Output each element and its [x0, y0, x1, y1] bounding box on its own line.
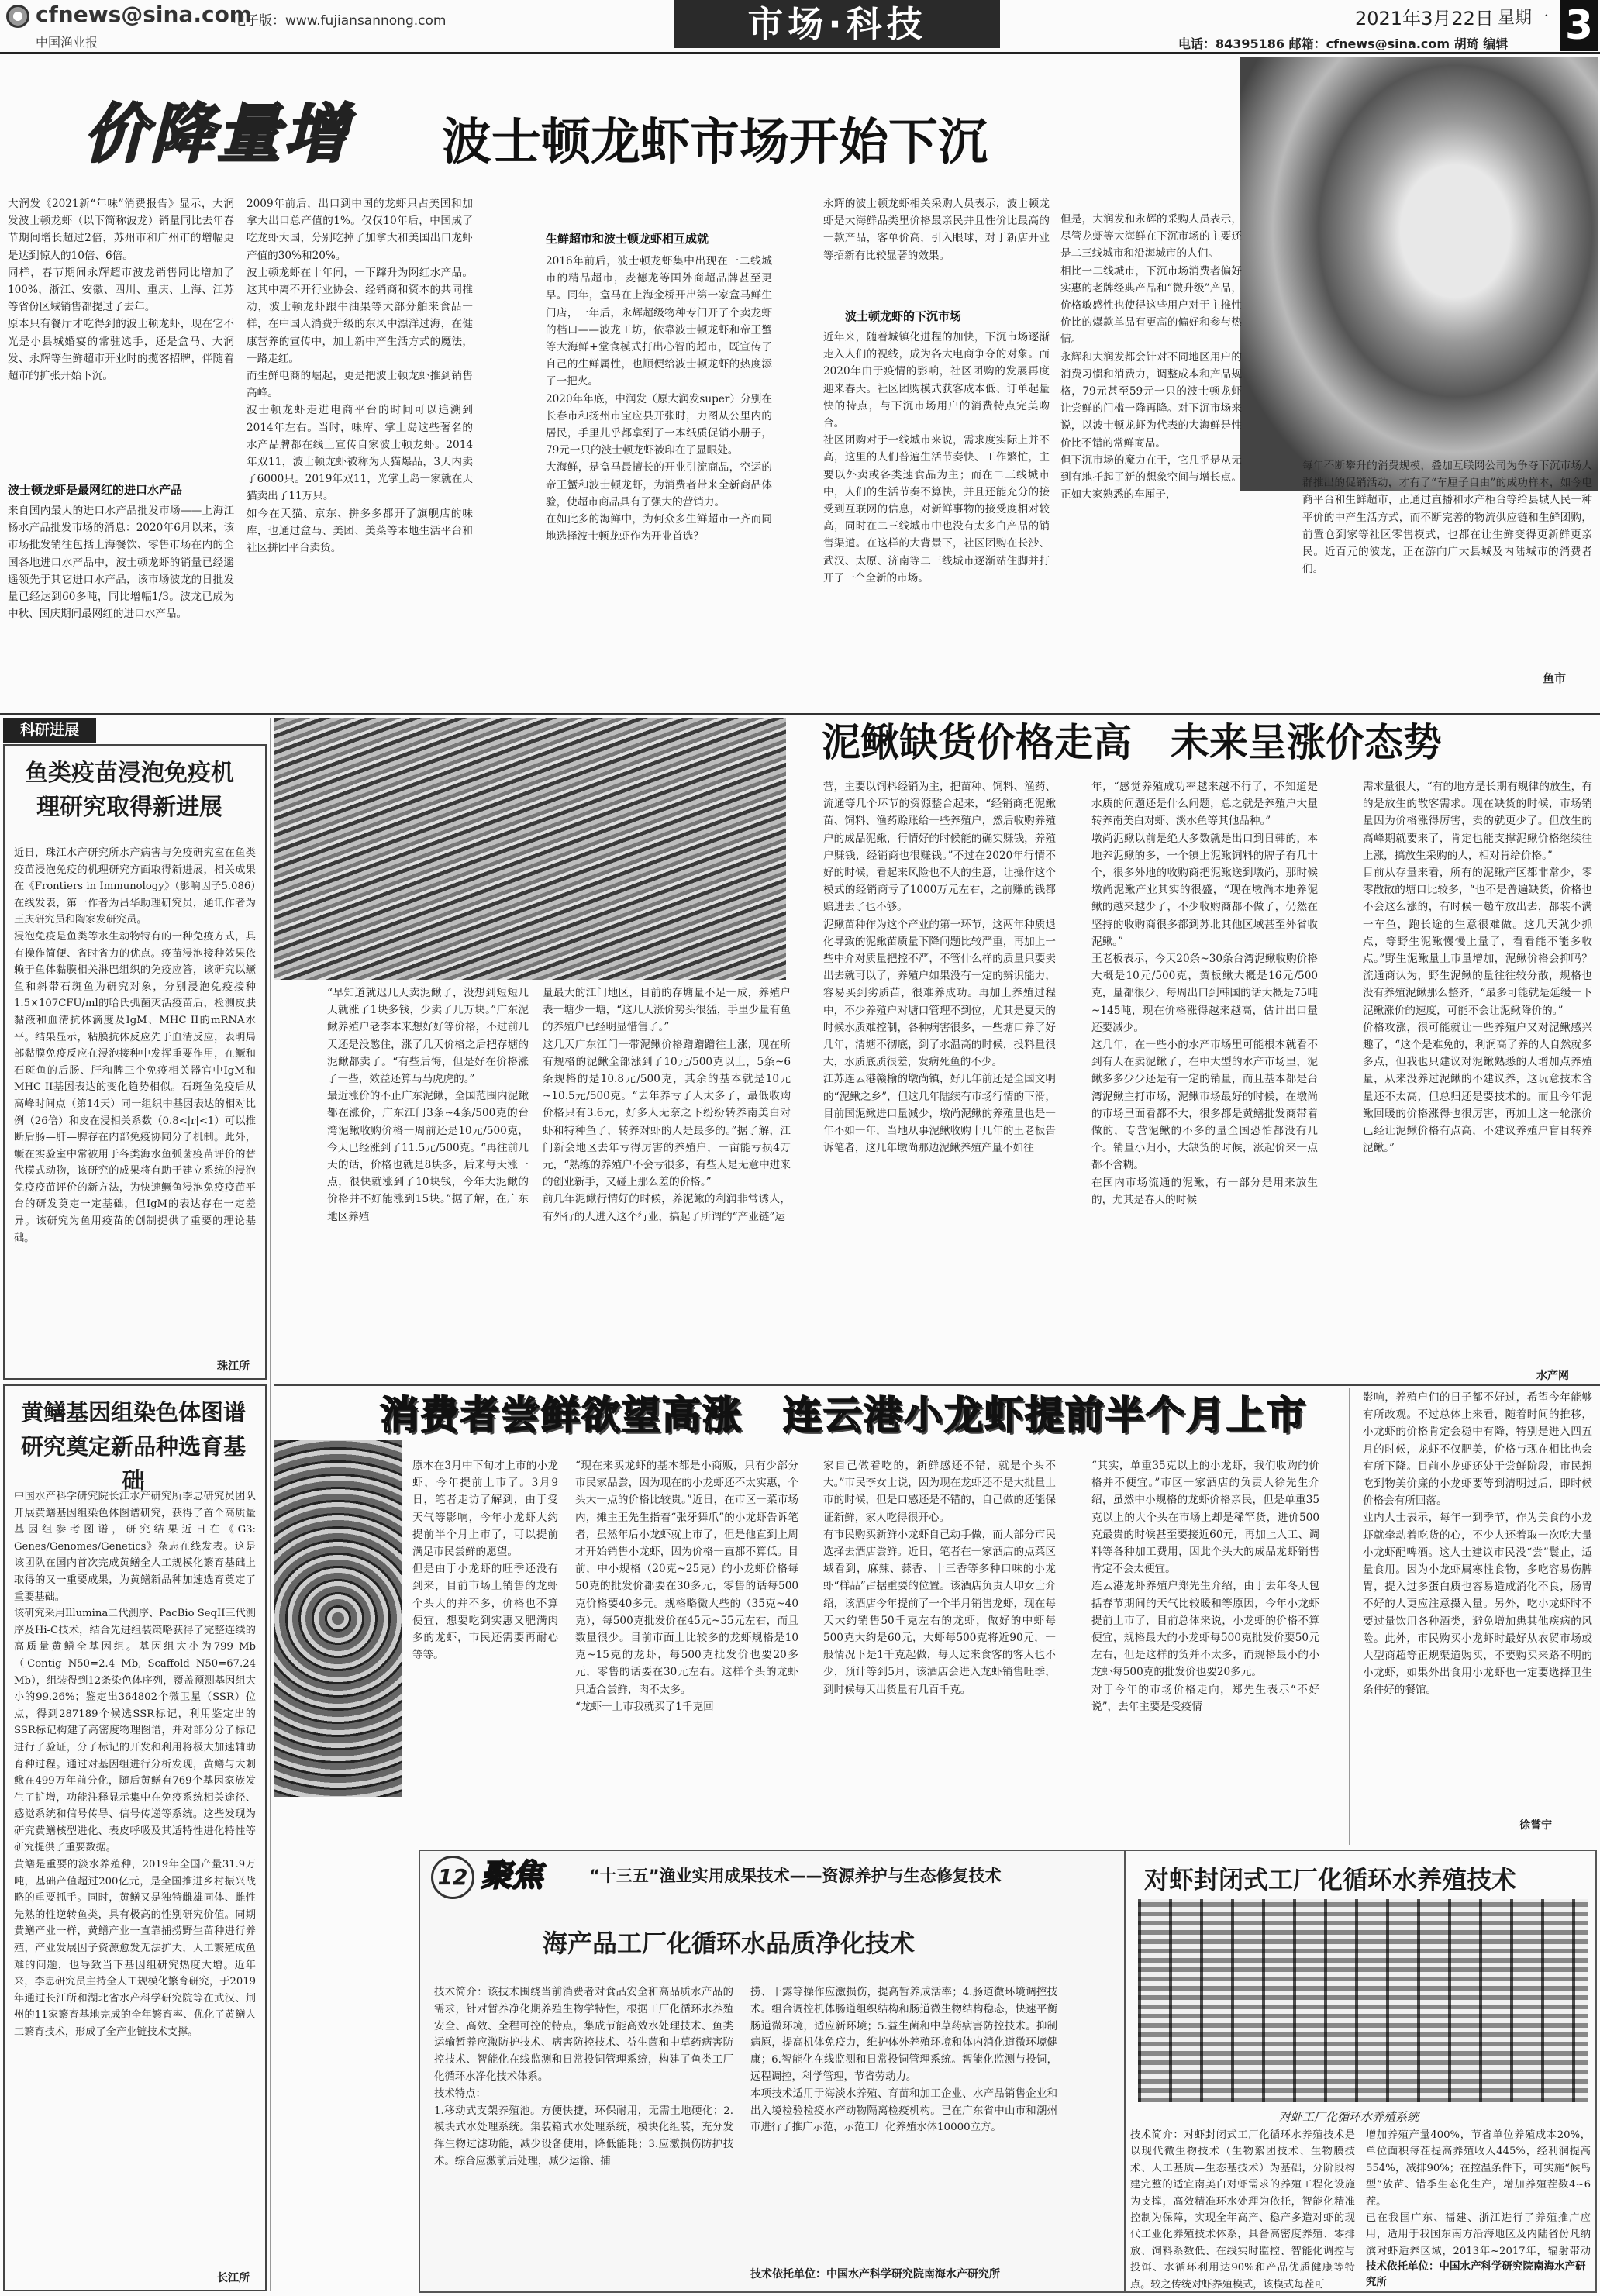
lobster-col1b: 来自国内最大的进口水产品批发市场——上海江杨水产品批发市场的消息：2020年6月以来，该市场批发销往包括上海餐饮、零售市场在内的全国各地进口水产品中，波士顿龙虾的销量已经遥遥领先于其它进口水产品，该市场波龙的日批发量已经达到60多吨，同比增幅1/3。波龙已成为中秋、国庆期间最网红的进口水产品。	[8, 505, 234, 621]
crayfish-col1: 原本在3月中下旬才上市的小龙虾，今年提前上市了。3月9日，笔者走访了解到，由于受天气等影响，今年小龙虾大约提前半个月上市了，可以提前满足市民尝鲜的愿望。 但是由于小龙虾的旺季还没有到来，目前市场上销售的龙虾个头大的并不多，价格也不算便宜，想要吃到实惠又肥满肉多的龙虾，市民还需要再耐心等等。	[412, 1460, 558, 1662]
lobster-headline: 波士顿龙虾市场开始下沉	[442, 113, 988, 171]
header-email: cfnews@sina.com	[36, 2, 252, 27]
crayfish-col5: 影响，养殖户们的日子都不好过，希望今年能够有所改观。不过总体上来看，随着时间的推移，小龙虾的价格肯定会稳中有降，特别是进入四五月的时候，龙虾不仅肥美，价格与现在相比也会有所下降。目前小龙虾还处于尝鲜阶段，市民想吃到物美价廉的小龙虾要等到清明过后，即时候价格会有所回落。 业内人士表示，每年一到季节，作为美食的小龙虾就牵动着吃货的心，不少人还着取一次吃大量小龙虾配啤酒。这人士建议市民没“尝”鬟止，适量食用。因为小龙虾属寒性食物，多吃容易伤脾胃，提入过多蛋白质也容易造成消化不良，肠胃不好的人更应注意摄入量。另外，吃小龙虾时不要过量饮用各种酒类，避免增加患其他疾病的风险。此外，市民购买小龙虾时最好从农贸市场或大型商超等正规渠道购买，不要购买来路不明的小龙虾，如果外出食用小龙虾也一定要选择卫生条件好的餐馆。	[1363, 1391, 1592, 1697]
shrimp-col2: 增加养殖产量400%，节省单位养殖成本20%，单位面积每茬提高养殖收入445%，经利润提高554%，减排90%；在控温条件下，可实施“候鸟型”放苗、错季生态化生产，增加养殖茬数4~6茬。 已在我国广东、福建、浙江进行了养殖推广应用，适用于我国东南方沿海地区及内陆省份凡纳滨对虾适养区域，2013年~2017年，辐射带动	[1366, 2129, 1591, 2257]
research-tag: 科研进展	[3, 718, 96, 743]
loach-author: 水产网	[1536, 1370, 1569, 1382]
crayfish-author: 徐嘗宁	[1519, 1819, 1552, 1832]
vaccine-body: 近日，珠江水产研究所水产病害与免疫研究室在鱼类疫苗浸泡免疫的机理研究方面取得新进展，相关成果在《Frontiers in Immunology》（影响因子5.086）在线发表，第一作者为吕华助理研究员，通讯作者为王庆研究员和陶家发研究员。 浸泡免疫是鱼类等水生动物特有的一种免疫方式，具有操作简便、省时省力的优点。疫苗浸泡接种效果依赖于鱼体黏膜相关淋巴组织的免疫应答，该研究以鳜鱼和斜带石斑鱼为研究对象，分别浸泡免疫接种1.5×107CFU/ml的哈氏弧菌灭活疫苗后，检测皮肤黏液和血清抗体滴度及IgM、MHC II的mRNA水平。结果显示，粘膜抗体反应先于血清反应，表明局部黏膜免疫反应在浸泡接种中发挥重要作用，在鳜和石斑鱼的后肠、肝和脾三个免疫相关器官中IgM和MHC II基因表达的变化趋势相似。石斑鱼免疫后从高峰时间点（第14天）同一组织中基因表达的相对比例（26倍）和皮在浸相关系数（0.8<|r|<1）可以推断后肠—肝—脾存在内部免疫协同分子机制。此外，鳜在实验室中常被用于各类海水鱼弧菌疫苗评价的替代模式动物，该研究的成果将有助于建立系统的浸泡免疫疫苗评价的新方法，为快速鳜鱼浸泡免疫疫苗平台的研发奠定一定基础，但IgM的表达存在一定差异。该研究为鱼用疫苗的创制提供了重要的理论基础。	[14, 847, 256, 1244]
crayfish-col3: 家自己做着吃的，新鲜感还不错，就是个头不大。”市民李女士说，因为现在龙虾还不是大批量上市的时候，但是口感还是不错的，自己做的还能保证新鲜，家人吃得很开心。 有市民购买新鲜小龙虾自己动手做，而大部分市民选择去酒店尝鲜。近日，笔者在一家酒店的点菜区域看到，麻辣、蒜香、十三香等多种口味的小龙虾“样品”占据重要的位置。该酒店负责人印女士介绍，该酒店今年提前了一个半月销售龙虾，现在每天大约销售50千克左右的龙虾，做好的中虾每500克大约是60元，大虾每500克将近90元，一般情况下是1千克起做，每天过来食客的客人也不少，预计等到5月，该酒店会进入龙虾销售旺季，到时候每天出货量有几百千克。	[823, 1460, 1056, 1696]
lobster-col3: 2016年前后，波士顿龙虾集中出现在一二线城市的精品超市，麦德龙等国外商超品牌甚至更早。同年，盒马在上海金桥开出第一家盒马鲜生门店，一年后，永辉超级物种专门开了个卖龙虾的档口——波龙工坊，依靠波士顿龙虾和帝王蟹等大海鲜+堂食模式打出心智的超市，既宣传了自己的生鲜属性，也顺便给波士顿龙虾的热度添了一把火。 2020年年底，中润发（原大润发super）分别在长春市和扬州市宝应县开张时，力图从公里内的居民，手里儿乎都拿到了一本纸质促销小册子，79元一只的波士顿龙虾被印在了显眼处。 大海鲜，是盒马最擅长的开业引流商品，空运的帝王蟹和波士顿龙虾，为消费者带来全新商品体验，使超市商品具有了强大的营销力。 在如此多的海鲜中，为何众多生鲜超市一齐而同地选择波士顿龙虾作为开业首选？	[546, 255, 772, 543]
loach-col1: “早知道就迟几天卖泥鳅了，没想到短短几天就涨了1块多钱，少卖了几万块。”广东泥鳅养殖户老李本来想好好等价格，不过前几天还是没憋住，涨了几天价格之后把存塘的泥鳅都卖了。“有些后悔，但是好在价格涨了一些，效益还算马马虎虎的。” 最近涨价的不止广东泥鳅，全国范围内泥鳅都在涨价，广东江门3条~4条/500克的台湾泥鳅收购价格一周前还是10元/500克，今天已经涨到了11.5元/500克。“再往前几天的话，价格也就是8块多，后来每天涨一点，很快就涨到了10块钱，今年大泥鳅的价格并不好能涨到15块。”据了解，在广东地区养殖	[327, 987, 529, 1223]
header-epaper-label: 电子版：www.fujiansannong.com	[233, 13, 447, 29]
lobster-col5: 但是，大润发和永辉的采购人员表示，尽管龙虾等大海鲜在下沉市场的主要还是二三线城市和沿海城市的人们。 相比一二线城市，下沉市场消费者偏好实惠的老牌经典产品和“微升级”产品，价格敏感性也使得这些用户对于主推性价比的爆款单品有更高的偏好和参与热情。 永辉和大润发都会针对不同地区用户的消费习惯和消费力，调整成本和产品规格，79元甚至59元一只的波士顿龙虾让尝鲜的门槛一降再降。对下沉市场来说，以波士顿龙虾为代表的大海鲜是性价比不错的常鲜商品。 但下沉市场的魔力在于，它几乎是从无到有地托起了新的想象空间与增长点。正如大家熟悉的车厘子，	[1060, 213, 1242, 502]
column-rule	[270, 718, 271, 2291]
loach-photo	[274, 718, 786, 980]
lobster-subhead3: 波士顿龙虾的下沉市场	[845, 309, 962, 323]
paper-logo-icon	[6, 5, 29, 28]
lobster-col6: 每年不断攀升的消费规模，叠加互联网公司为争夺下沉市场人群推出的促销活动，才有了“车厘子自由”的成功样本，如今电商平台和生鲜超市，正通过直播和水产柜台等给县城人民一种平价的中产生活方式，而不断完善的物流供应链和生鲜团购，前置仓到家等社区零售模式，也都在让生鲜变得更新鲜更亲民。近百元的波龙，正在游向广大县城及内陆城市的消费者们。	[1302, 460, 1592, 576]
page-number: 3	[1560, 0, 1598, 51]
loach-col3: 营，主要以饲料经销为主，把苗种、饲料、渔药、流通等几个环节的资源整合起来，“经销商把泥鳅苗、饲料、渔药赊账给一些养殖户，然后收购养殖户的成品泥鳅，行情好的时候能的确实赚钱，养殖户赚钱，经销商也很赚钱。”不过在2020年行情不好的时候，看起来风险也不大的生意，让操作这个模式的经销商亏了1000万元左右，之前赚的钱都赔进去了也不够。 泥鳅苗种作为这个产业的第一环节，这两年种质退化导致的泥鳅苗质量下降问题比较严重，再加上一些中介对质量把控不严，不管什么样的质量只要卖出去就可以了，养殖户如果没有一定的辨识能力，容易买到劣质苗，很难养成功。再加上养殖过程中，不少养殖户对塘口管理不到位，尤其是夏天的时候水质难控制，各种病害很多，一些塘口养了好几年，清塘不彻底，到了水温高的时候，投料量很大，水质底质很差，发病死鱼的不少。 江苏连云港赣榆的墩尚镇，好几年前还是全国文明的“泥鳅之乡”，但这几年陆续有市场行情的下滑，目前国泥鳅进口量减少，墩尚泥鳅的养殖量也是一年不如一年，当地从事泥鳅收购十几年的王老板告诉笔者，这几年墩尚那边泥鳅养殖产量不如往	[823, 781, 1056, 1155]
focus-title: “十三五”渔业实用成果技术——资源养护与生态修复技术	[589, 1867, 1002, 1885]
focus-headline: 海产品工厂化循环水品质净化技术	[543, 1929, 916, 1958]
focus-owner: 技术依托单位：中国水产科学研究院南海水产研究所	[750, 2268, 1000, 2280]
genome-author: 长江所	[217, 2272, 250, 2284]
crayfish-headline: 消费者尝鲜欲望高涨 连云港小龙虾提前半个月上市	[380, 1393, 1307, 1438]
genome-body: 中国水产科学研究院长江水产研究所李忠研究员团队开展黄鳝基因组染色体图谱研究，获得了首个高质量基因组参考图谱，研究结果近日在《G3: Genes/Genomes/Genetics》杂志在线发表。这是该团队在国内首次完成黄鳝全人工规模化繁育基础上取得的又一重要成果，为黄鳝新品种加速选育奠定了重要基础。 该研究采用Illumina二代测序、PacBio SeqII三代测序及Hi-C技术，结合先进组装策略获得了完整连续的高质量黄鳝全基因组。基因组大小为799 Mb（Contig N50=2.4 Mb, Scaffold N50=67.24 Mb），组装得到12条染色体序列，覆盖预测基因组大小的99.26%；鉴定出364802个微卫星（SSR）位点，得到287189个候选SSR标记，利用鉴定出的SSR标记构建了高密度物理图谱，并对部分分子标记进行了验证，分子标记的开发和利用将极大加速辅助育种过程。通过对基因组进行分析发现，黄鳝与大刺鳅在499万年前分化，随后黄鳝有769个基因家族发生了扩增，功能注释显示集中在免疫系统相关途径、感觉系统和信号传导、信号传递等系统。这些发现为研究黄鳝核型进化、表皮呼吸及其适特性进化特性等研究提供了重要数据。 黄鳝是重要的淡水养殖种，2019年全国产量31.9万吨，基础产值超过200亿元，是全国推进乡村振兴战略的重要抓手。同时，黄鳝又是独特雌雄同体、雌性先熟的性逆转鱼类，具有极高的性别研究价值。同期黄鳝产业一样，黄鳝产业一直靠捕捞野生苗种进行养殖，产业发展因子资源愈发无法扩大，人工繁殖成鱼难的问题，也导致当下基因组研究热度大增。近年来，李忠研究员主持全人工规模化繁育研究，于2019年通过长江所和湖北省水产科学研究院等在武汉、荆州的11家繁育基地完成的全年繁育率、优化了黄鳝人工繁育技术，形成了全产业链技术支撑。	[14, 1491, 256, 2038]
lobster-kicker: 价降量增	[84, 98, 350, 171]
header-contact: 电话：84395186 邮箱：cfnews@sina.com 胡琦 编辑	[1178, 36, 1509, 51]
genome-headline: 黄鳝基因组染色体图谱研究奠定新品种选育基础	[20, 1399, 246, 1494]
lobster-col4: 永辉的波士顿龙虾相关采购人员表示，波士顿龙虾是大海鲜品类里价格最亲民并且性价比最高的一款产品，客单价高，引入眼球，对于新店开业等招新有比较显著的效果。	[823, 198, 1050, 262]
lobster-col1: 大润发《2021新“年味”消费报告》显示，大润发波士顿龙虾（以下简称波龙）销量同比去年春节期间增长超过2倍，苏州市和广州市的增幅更是达到惊人的10倍、6倍。 同样，春节期间永辉超市波龙销售同比增加了100%，浙江、安徽、四川、重庆、上海、江苏等省份区域销售都提过了去年。 原本只有餐厅才吃得到的波士顿龙虾，现在它不光是小县城婚宴的常驻选手，还是盒马、大润发、永辉等生鲜超市开业时的揽客招牌，伴随着超市的扩张开始下沉。	[8, 198, 234, 383]
lobster-col4b: 近年来，随着城镇化进程的加快，下沉市场逐渐走入人们的视线，成为各大电商争夺的对象。而2020年由于疫情的影响，社区团购的发展再度迎来春天。社区团购模式获客成本低、订单起量快的特点，与下沉市场用户的消费特点完美吻合。 社区团购对于一线城市来说，需求度实际上并不高，这里的人们普遍生活节奏快、工作繁忙，主要以外卖或各类速食品为主；而在二三线城市中，人们的生活节奏不算快，并且还能充分的接受到互联网的信息，对新鲜事物的接受度相对较高，同时在二三线城市中也没有太多白产品的销售渠道。在这样的大背景下，社区团购在长沙、武汉、太原、济南等二三线城市逐渐站住脚并打开了一个全新的市场。	[823, 331, 1050, 584]
crayfish-col2: “现在来买龙虾的基本都是小商贩，只有少部分市民家品尝，因为现在的小龙虾还不太实惠，个头大一点的价格比较贵。”近日，在市区一菜市场内，摊主王先生指着“张牙舞爪”的小龙虾告诉笔者，虽然年后小龙虾就上市了，但是他直到上周才开始销售小龙虾，因为价格一直都不算低。目前，中小规格（20克~25克）的小龙虾价格每50克的批发价都要在30多元，零售的话每500克价格要40多元。规格略微大些的（35克~40克），每500克批发价在45元~55元左右，而且数量很少。目前市面上比较多的龙虾规格是10克~15克的龙虾，每500克批发价也要20多元，零售的话要在30元左右。这样个头的龙虾只适合尝鲜，肉不太多。 “龙虾一上市我就买了1千克回	[575, 1460, 798, 1713]
shrimp-owner: 技术依托单位：中国水产科学研究院南海水产研究所	[1366, 2260, 1586, 2288]
shrimp-col1: 技术简介：对虾封闭式工厂化循环水养殖技术是以现代微生物技术（生物絮团技术、生物膜技术、人工基质—生态基技术）为基础，分阶段构建完整的适宜南美白对虾需求的养殖工程化设施为支撑，高效精准环水处理为依托，智能化精准控制为保障，实现全年高产、稳产多造对虾的现代工业化养殖技术体系，具备高密度养殖、零排放、饲料系数低、在线实时监控、智能化调控与投饵、水循环利用达90%和产品优质健康等特点。较之传统对虾养殖模式，该模式每茬可	[1130, 2129, 1355, 2290]
crayfish-col4: “其实，单重35克以上的小龙虾，我们收购的价格并不便宜。”市区一家酒店的负责人徐先生介绍，虽然中小规格的龙虾价格亲民，但是单重35克以上的大个头在市场上却是稀罕货，进价500克最贵的时候甚至要接近60元，再加上人工、调料等各种加工费用，因此个头大的成品龙虾销售肯定不会太便宜。 连云港龙虾养殖户郑先生介绍，由于去年冬天包括春节期间的天气比较暖和等原因，今年小龙虾提前上市了，目前总体来说，小龙虾的价格不算便宜，规格最大的小龙虾每500克批发价要50元左右，但是这样的货并不太多，而规格最小的小龙虾每500克的批发价也要20多元。 对于今年的市场价格走向，郑先生表示“不好说”，去年主要是受疫情	[1091, 1460, 1319, 1713]
lobster-col2: 2009年前后，出口到中国的龙虾只占美国和加拿大出口总产值的1%。仅仅10年后，中国成了吃龙虾大国，分别吃掉了加拿大和美国出口龙虾产值的30%和20%。 波士顿龙虾在十年间，一下蹿升为网红水产品。这其中离不开行业协会、经销商和资本的共同推动，波士顿龙虾跟牛油果等大部分舶来食品一样，在中国人消费升级的东风中漂洋过海，在健康营养的宣传中，加上新中产生活方式的魔法，一路走红。 而生鲜电商的崛起，更是把波士顿龙虾推到销售高峰。 波士顿龙虾走进电商平台的时间可以追溯到2014年左右。当时，味库、掌上岛这些著名的水产品牌都在线上宣传自家波士顿龙虾。2014年双11，波士顿龙虾被称为天猫爆品，3天内卖了6000只。2019年双11，光掌上岛一家就在天猫卖出了11万只。 如今在天猫、京东、拼多多都开了旗舰店的味库，也通过盒马、美团、美菜等本地生活平台和社区拼团平台卖货。	[247, 198, 473, 555]
focus-badge: 聚焦	[481, 1858, 543, 1894]
section-title: 市场·科技	[674, 0, 1000, 48]
lobster-subhead2: 生鲜超市和波士顿龙虾相互成就	[546, 232, 709, 246]
focus-col1: 技术简介：该技术围绕当前消费者对食品安全和高品质水产品的需求，针对暂养净化期养殖生物学特性，根据工厂化循环水养殖安全、高效、全程可控的特点，集成节能高效水处理技术、鱼类运输暂养应激防护技术、病害防控技术、益生菌和中草药病害防控技术、智能化在线监测和日常投饲管理系统，构建了鱼类工厂化循环水净化技术体系。 技术特点： 1.移动式支架养殖池。方便快捷，环保耐用，无需土地硬化；2.模块式水处理系统。集装箱式水处理系统，模块化组装，充分发挥生物过滤功能，减少设备使用，降低能耗；3.应激损伤防护技术。综合应激前后处理，减少运输、捕	[434, 1987, 733, 2167]
shrimp-caption: 对虾工厂化循环水养殖系统	[1279, 2110, 1419, 2124]
shrimp-headline: 对虾封闭式工厂化循环水养殖技术	[1144, 1865, 1517, 1894]
header-paper-name: 中国渔业报	[36, 35, 98, 50]
lobster-photo	[1240, 57, 1598, 491]
vaccine-author: 珠江所	[217, 1360, 250, 1373]
crayfish-photo	[274, 1440, 402, 1797]
loach-col4: 年，“感觉养殖成功率越来越不行了，不知道是水质的问题还是什么问题，总之就是养殖户大量转养南美白对虾、淡水鱼等其他品种。” 墩尚泥鳅以前是绝大多数就是出口到日韩的，本地养泥鳅的多，一个镇上泥鳅饲料的牌子有几十个，很多外地的收购商把泥鳅送到墩尚，那时候墩尚泥鳅产业其实的很盛，“现在墩尚本地养泥鳅的越来越少了，不少收购商都不做了，仍然在坚持的收购商很多都到苏北其他区域甚至外省收泥鳅。” 王老板表示，今天20条~30条台湾泥鳅收购价格大概是10元/500克，黄板鳅大概是16元/500克，量都很少，每周出口到韩国的话大概是75吨~145吨，现在价格涨得越来越高，估计出口量还要减少。 这几年，在一些小的水产市场里可能根本就看不到有人在卖泥鳅了，在中大型的水产市场里，泥鳅多多少少还是有一定的销量，而且基本都是台湾泥鳅主打市场，泥鳅市场最好的时候，在墩尚的市场里面看都不大，很多都是黄鳝批发商带着做的，专营泥鳅的不多的量全国恐怕都没有几个。销量小归小，大缺货的时候，涨起价来一点都不含糊。 在国内市场流通的泥鳅，有一部分是用来放生的，尤其是春天的时候	[1091, 781, 1318, 1206]
lobster-subhead1: 波士顿龙虾是最网红的进口水产品	[8, 483, 183, 497]
loach-headline: 泥鳅缺货价格走高 未来呈涨价态势	[822, 719, 1442, 765]
column-rule	[1349, 1388, 1350, 1845]
loach-col2: 量最大的江门地区，目前的存塘量不足一成，养殖户表一塘少一塘，“这几天涨价势头很猛，手里少量有鱼的养殖户已经明显惜售了。” 这几天广东江门一带泥鳅价格蹭蹭蹭往上涨，现在所有规格的泥鳅全部涨到了10元/500克以上，5条~6条规格的是10.8元/500克，其余的基本就是10元~10.5元/500克。“去年养亏了人太多了，最低收购价格只有3.6元，好多人无奈之下纷纷转养南美白对虾和特种鱼了，转养对虾的人是最多的。”据了解，江门新会地区去年亏得厉害的养殖户，一亩能亏损4万元，“熟练的养殖户不会亏很多，有些人是无意中进来的创业新手，又碰上那么差的价格。” 前几年泥鳅行情好的时候，养泥鳅的利润非常诱人，有外行的人进入这个行业，搞起了所谓的“产业链”运	[543, 987, 791, 1223]
shrimp-photo	[1138, 1899, 1588, 2102]
header-date: 2021年3月22日	[1355, 8, 1494, 29]
lobster-author: 鱼市	[1543, 671, 1567, 685]
focus-col2: 捞、干露等操作应激损伤，提高暂养成活率；4.肠道微环境调控技术。组合调控机体肠道组织结构和肠道微生物结构稳态，快速平衡肠道微环境，适应新环境；5.益生菌和中草药病害防控技术。抑制病原，提高机体免疫力，维护体外养殖环境和体内消化道微环境健康；6.智能化在线监测和日常投饲管理系统。智能化监测与投饲，远程调控，科学管理，节省劳动力。 本项技术适用于海淡水养殖、育苗和加工企业、水产品销售企业和出入境检验检疫水产动物隔离检疫机构。已在广东省中山市和潮州市进行了推广示范，示范工厂化养殖水体10000立方。	[750, 1987, 1057, 2134]
focus-number: 12	[431, 1856, 474, 1899]
loach-col5: 需求量很大，“有的地方是长期有规律的放生，有的是放生的散客需求。现在缺货的时候，市场销量因为价格涨得厉害，卖的就更少了。但放生的高峰期就要来了，肯定也能支撑泥鳅价格继续往上涨，搞放生采购的人，相对肯给价格。” 目前从存量来看，所有的泥鳅产区都非常少，零零散散的塘口比较多，“也不是普遍缺货，价格也不会这么涨的，有时候一趟车放出去，都装不满一车鱼，跑长途的生意很难做。这几天就少抓点，等野生泥鳅慢慢上量了，看看能不能多收点。”野生泥鳅量上市量增加，泥鳅价格会抑吗？流通商认为，野生泥鳅的量往往较分散，规格也没有养殖泥鳅那么整齐，“最多可能就是延缓一下泥鳅涨价的速度，可能不会让泥鳅降价的。” 价格攻涨，很可能就让一些养殖户又对泥鳅感兴趣了，“这个是难免的，利润高了养的人自然就多多点，但我也只建议对泥鳅熟悉的人增加点养殖量，从来没养过泥鳅的不建议养，这玩意技术含量还不太高，但总归还是要技术的。而且今年泥鳅回暖的价格涨得也很厉害，再加上这一轮涨价已经让泥鳅价格有点高，不建议养殖户盲目转养泥鳅。”	[1363, 781, 1592, 1155]
vaccine-headline: 鱼类疫苗浸泡免疫机理研究取得新进展	[25, 760, 234, 821]
header-weekday: 星期一	[1498, 9, 1550, 28]
